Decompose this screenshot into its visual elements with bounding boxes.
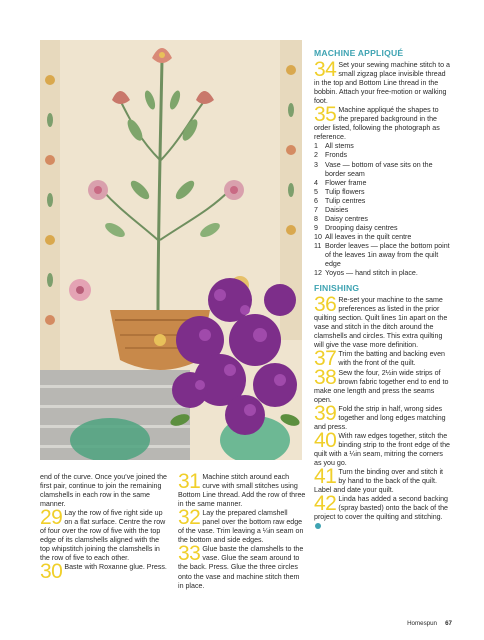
machine-applique-heading: MACHINE APPLIQUÉ: [314, 48, 404, 58]
list-item: 2 Fronds: [314, 151, 348, 160]
step-30: [40, 563, 168, 580]
step-number: 39: [314, 404, 337, 425]
step-text: Machine appliqué the shapes to the prepared background in the order listed, following the photograph as reference.: [314, 106, 440, 142]
step-text: Trim the batting and backing even with the front of the quilt.: [338, 350, 445, 368]
finishing-heading: FINISHING: [314, 283, 360, 294]
step-number: 34: [314, 61, 337, 81]
list-item: 6 Tulip centres: [314, 196, 366, 205]
step-number: 40: [314, 431, 337, 452]
step-number: 36: [314, 296, 337, 317]
step-34: [314, 61, 450, 106]
step-text: With raw edges together, stitch the binding strip to the front edge of the quilt with a ¼in seam, mitring the corners as you go.: [314, 431, 450, 467]
step-text: Linda has added a second backing (spray basted) onto the back of the project to cover the quilting and stitching.: [314, 495, 449, 522]
right-column: [314, 48, 450, 531]
list-item: 11 Border leaves — place the bottom point of the leaves 1in away from the quilt edge: [314, 241, 450, 269]
step-text: Re-set your machine to the same preferences as listed in the prior quilting section. Quilt lines 1in apart on the vase and stitch in the ditch around the clamshells and circles. This extra quilting will give the vase more definition.: [314, 296, 448, 350]
step-40: [314, 432, 450, 468]
step-text: Turn the binding over and stitch it by hand to the back of the quilt. Label and date your quilt.: [314, 468, 443, 495]
end-mark-icon: [315, 523, 321, 529]
step-35: [314, 106, 450, 142]
step-41: [314, 468, 450, 495]
step-number: 41: [314, 468, 337, 489]
step-text: Set your sewing machine stitch to a small zigzag place invisible thread in the top and Bottom Line thread in the bobbin. Attach your free-motion or walking foot.: [314, 61, 450, 106]
step-37: [314, 350, 450, 368]
list-item: 7 Daisies: [314, 205, 349, 214]
step-text: Lay the prepared clamshell panel over the bottom raw edge of the vase. Trim leaving a ¼in seam on the bottom and side edges.: [178, 509, 304, 545]
step-number: 35: [314, 106, 337, 127]
magazine-name: Homespun: [407, 620, 437, 627]
continued-text: end of the curve. Once you’ve joined the first pair, continue to join the remaining clamshells in each row in the same manner.: [40, 473, 167, 509]
step-32: [178, 509, 306, 545]
applique-order-list: [314, 142, 450, 278]
step-number: 42: [314, 495, 337, 516]
step-number: 31: [178, 473, 201, 493]
step-39: [314, 405, 450, 432]
step-29: [40, 509, 168, 563]
page-number: 67: [445, 620, 452, 627]
list-item: 5 Tulip flowers: [314, 187, 365, 196]
step-text: Glue baste the clamshells to the vase. Glue the seam around to the back. Press. Glue the three circles onto the vase and machine stitch them in place.: [178, 545, 304, 590]
middle-column: [178, 473, 306, 591]
list-item: 8 Daisy centres: [314, 214, 368, 223]
step-number: 32: [178, 509, 201, 530]
step-38: [314, 369, 450, 405]
list-item: 9 Drooping daisy centres: [314, 223, 398, 232]
step-33: [178, 545, 306, 590]
quilt-photo: [40, 40, 302, 460]
step-number: 33: [178, 545, 201, 566]
list-item: 4 Flower frame: [314, 178, 367, 187]
step-number: 29: [40, 509, 63, 530]
step-36: [314, 296, 450, 350]
step-42: [314, 495, 450, 531]
list-item: 10 All leaves in the quilt centre: [314, 232, 412, 241]
step-text: Fold the strip in half, wrong sides together and long edges matching and press.: [314, 404, 446, 431]
step-text: Baste with Roxanne glue. Press.: [64, 563, 167, 572]
step-number: 37: [314, 350, 337, 369]
list-item: 12 Yoyos — hand stitch in place.: [314, 269, 418, 278]
step-31: [178, 473, 306, 509]
step-number: 30: [40, 563, 63, 581]
list-item: 3 Vase — bottom of vase sits on the border seam: [314, 160, 433, 178]
step-text: Lay the row of five right side up on a flat surface. Centre the row of four over the row of five with the top edge of its clamshells aligned with the top whipstitch joining the clamshells in the row of five to each other.: [40, 509, 166, 563]
list-item: 1 All stems: [314, 142, 354, 151]
step-text: Sew the four, 2½in wide strips of brown fabric together end to end to make one length and press the seams open.: [314, 368, 449, 404]
quilt-illustration: [40, 40, 302, 460]
step-number: 38: [314, 368, 337, 389]
left-column: [40, 473, 168, 580]
step-text: Machine stitch around each curve with small stitches using Bottom Line thread. Add the row of three in the same manner.: [178, 473, 306, 509]
